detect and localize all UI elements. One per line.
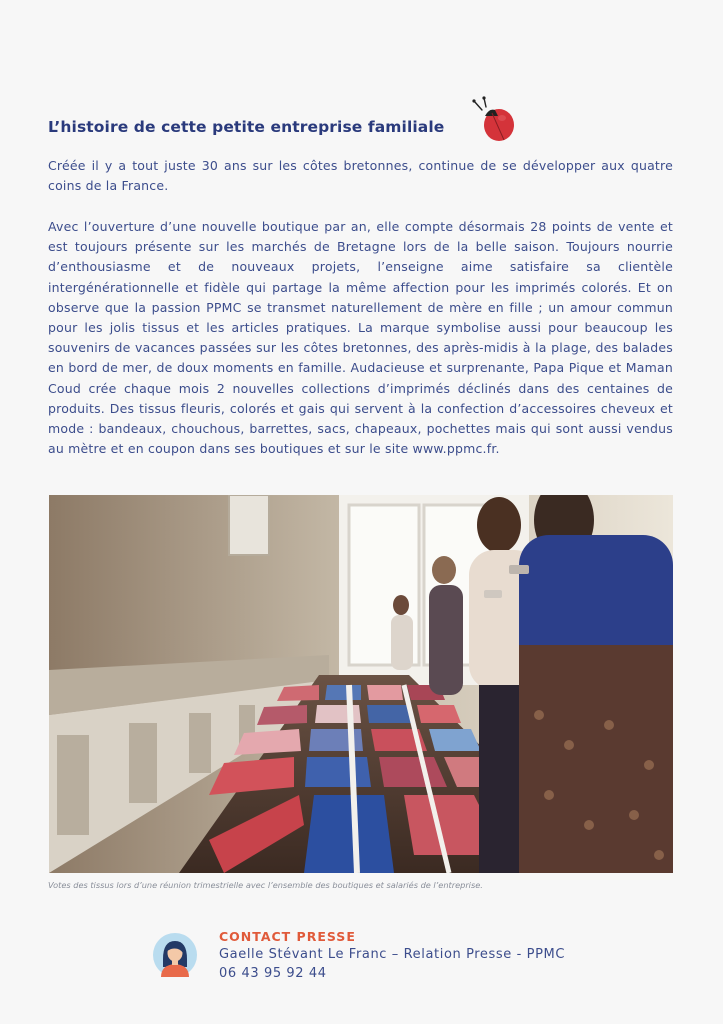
history-paragraph: Avec l’ouverture d’une nouvelle boutique par an, elle compte désormais 28 points de vente et est toujours présente sur les marchés de Bretagne lors de la belle saison. Toujours nourrie d’enthousiasme et de nouveaux projets, l’enseigne aime satisfaire sa clientèle intergénérationnelle et fidèle qui partage la même affection pour les imprimés colorés. Et on observe que la passion PPMC se transmet naturellement de mère en fille ; un amour commun pour les jolis tissus et les articles pratiques. La marque symbolise aussi pour beaucoup les souvenirs de vacances passées sur les côtes bretonnes, des après-midis à la plage, des balades en bord de mer, de doux moments en famille. Audacieuse et surprenante, Papa Pique et Maman Coud crée chaque mois 2 nouvelles collections d’imprimés déclinés dans des centaines de produits. Des tissus fleuris, colorés et gais qui servent à la confection d’accessoires cheveux et mode : bandeaux, chouchous, barrettes, sacs, chapeaux, pochettes mais qui sont aussi vendus au mètre et en coupon dans ses boutiques et sur le site www.ppmc.fr. [48, 219, 673, 457]
ladybug-icon [468, 96, 518, 144]
photo-caption: Votes des tissus lors d’une réunion trimestrielle avec l’ensemble des boutiques et salariés de l’entreprise. [48, 880, 483, 890]
section-title: L’histoire de cette petite entreprise familiale [48, 118, 445, 136]
contact-phone[interactable]: 06 43 95 92 44 [219, 966, 327, 981]
woman-avatar-icon [153, 933, 197, 977]
contact-heading: CONTACT PRESSE [219, 929, 356, 944]
press-contact [219, 928, 565, 983]
contact-name: Gaelle Stévant Le Franc – Relation Presse - PPMC [219, 947, 566, 962]
team-photo [49, 495, 673, 873]
intro-paragraph: Créée il y a tout juste 30 ans sur les côtes bretonnes, continue de se développer aux quatre coins de la France. [48, 158, 673, 194]
